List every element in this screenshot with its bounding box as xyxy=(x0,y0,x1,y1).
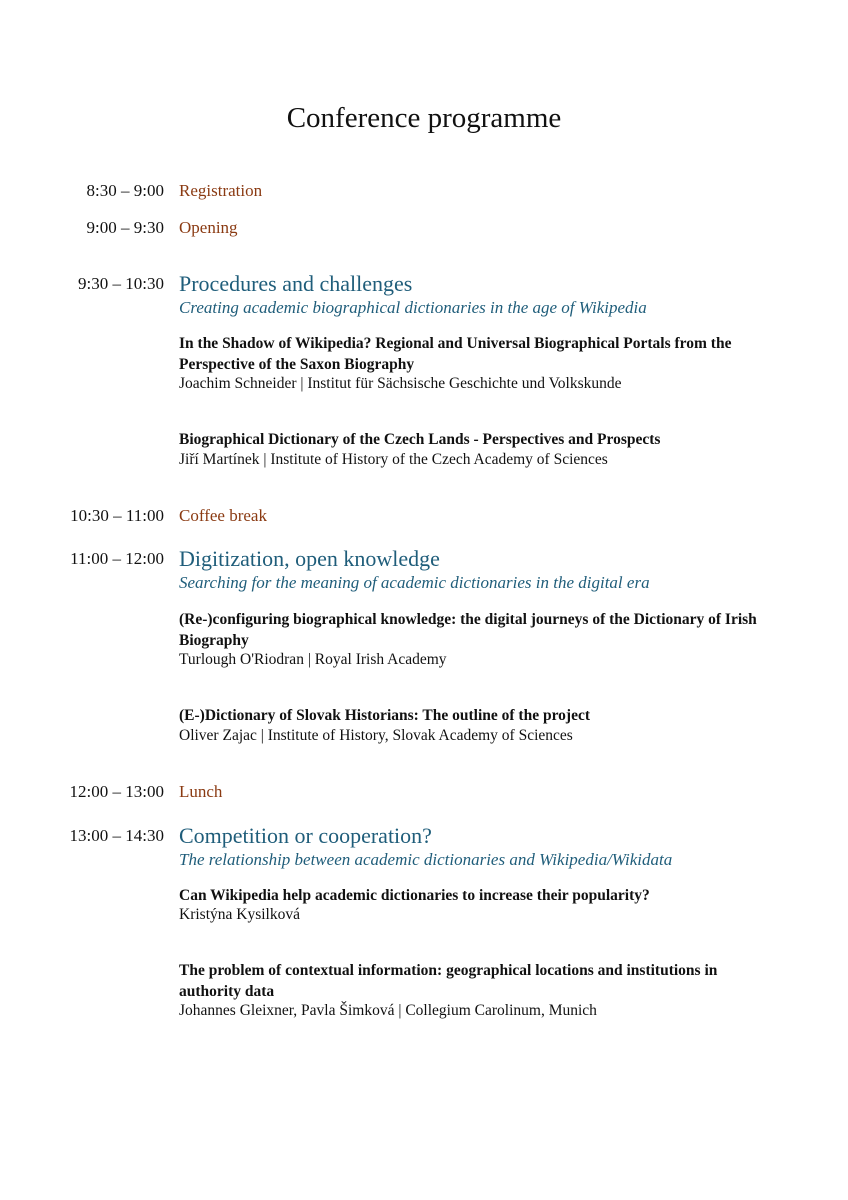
time-slot: 11:00 – 12:00 xyxy=(70,549,164,568)
session-subtitle: Searching for the meaning of academic dictionaries in the digital era xyxy=(179,573,650,592)
time-slot: 9:00 – 9:30 xyxy=(86,218,164,237)
talk-title: (Re-)configuring biographical knowledge: the digital journeys of the Dictionary of Irish xyxy=(179,611,757,628)
talk-title: Biography xyxy=(179,632,249,649)
talk-speaker: Turlough O'Riodran | Royal Irish Academy xyxy=(179,651,447,668)
time-slot: 10:30 – 11:00 xyxy=(70,506,164,525)
talk-speaker: Johannes Gleixner, Pavla Šimková | Collegium Carolinum, Munich xyxy=(179,1002,597,1019)
session-title: Procedures and challenges xyxy=(179,271,413,296)
talk-title: Can Wikipedia help academic dictionaries to increase their popularity? xyxy=(179,887,650,904)
page-title: Conference programme xyxy=(286,102,562,134)
agenda-item: Opening xyxy=(179,218,238,237)
talk-title: authority data xyxy=(179,983,275,1000)
session-title: Competition or cooperation? xyxy=(179,823,432,848)
time-slot: 13:00 – 14:30 xyxy=(69,826,164,845)
talk-speaker: Oliver Zajac | Institute of History, Slovak Academy of Sciences xyxy=(179,727,573,744)
session-subtitle: Creating academic biographical dictionaries in the age of Wikipedia xyxy=(179,298,647,317)
talk-title: (E-)Dictionary of Slovak Historians: The outline of the project xyxy=(179,707,591,724)
agenda-item: Lunch xyxy=(179,782,223,801)
talk-title: The problem of contextual information: geographical locations and institutions in xyxy=(179,962,718,979)
talk-title: Biographical Dictionary of the Czech Lands - Perspectives and Prospects xyxy=(179,431,661,448)
talk-speaker: Kristýna Kysilková xyxy=(179,906,300,923)
agenda-item: Coffee break xyxy=(179,506,267,525)
session-title: Digitization, open knowledge xyxy=(179,546,440,571)
session-subtitle: The relationship between academic dictionaries and Wikipedia/Wikidata xyxy=(179,850,673,869)
time-slot: 9:30 – 10:30 xyxy=(78,274,164,293)
time-slot: 8:30 – 9:00 xyxy=(86,181,164,200)
talk-title: In the Shadow of Wikipedia? Regional and Universal Biographical Portals from the xyxy=(179,335,732,352)
agenda-item: Registration xyxy=(179,181,263,200)
talk-speaker: Jiří Martínek | Institute of History of the Czech Academy of Sciences xyxy=(179,451,608,468)
talk-speaker: Joachim Schneider | Institut für Sächsische Geschichte und Volkskunde xyxy=(179,375,622,392)
talk-title: Perspective of the Saxon Biography xyxy=(179,356,415,373)
time-slot: 12:00 – 13:00 xyxy=(69,782,164,801)
